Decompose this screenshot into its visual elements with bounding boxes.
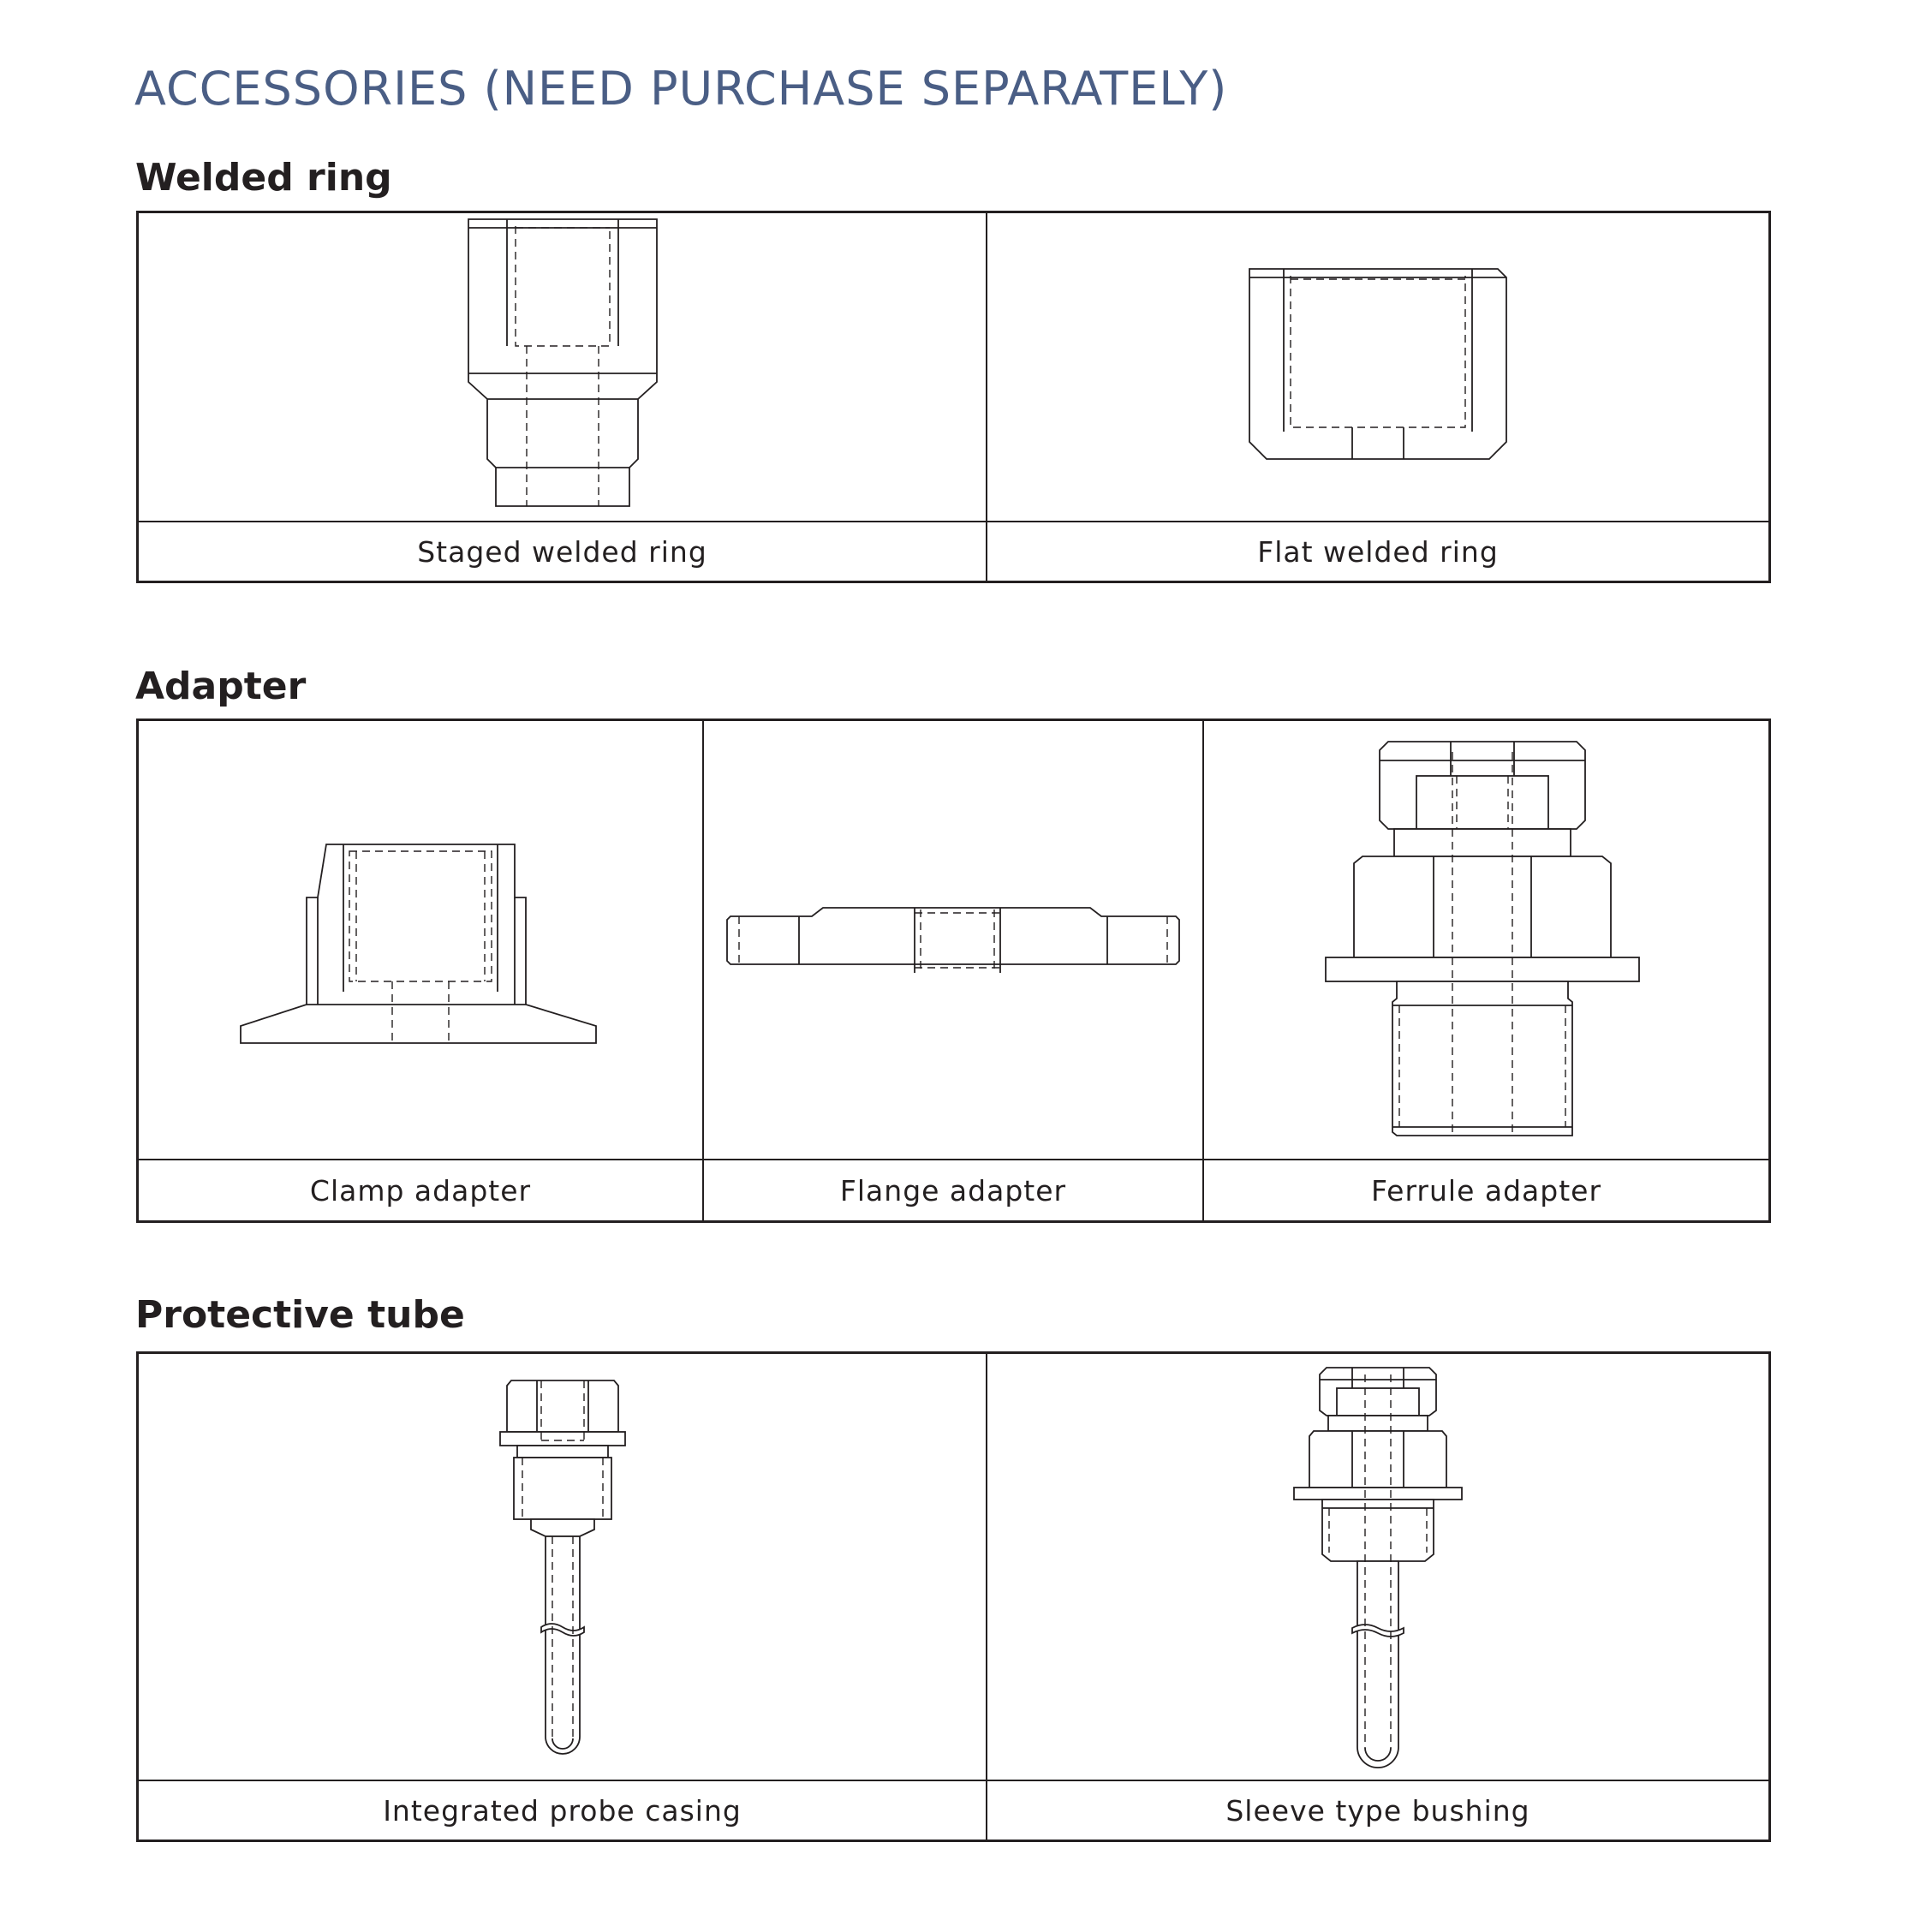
label-staged-welded-ring: Staged welded ring — [139, 522, 987, 581]
integrated-probe-casing-cell — [139, 1354, 987, 1781]
flange-adapter-cell — [704, 721, 1204, 1160]
label-integrated-probe-casing: Integrated probe casing — [139, 1781, 987, 1840]
section-heading-protective-tube: Protective tube — [135, 1293, 465, 1337]
adapter-table — [136, 719, 1771, 1223]
label-flange-adapter: Flange adapter — [704, 1160, 1204, 1220]
label-flat-welded-ring: Flat welded ring — [1257, 534, 1499, 569]
welded-ring-table — [136, 211, 1771, 583]
label-ferrule-adapter: Ferrule adapter — [1370, 1173, 1602, 1208]
ferrule-adapter-cell — [1204, 721, 1768, 1160]
sleeve-type-bushing-drawing — [1292, 1366, 1464, 1768]
section-heading-welded-ring: Welded ring — [135, 156, 392, 200]
sleeve-type-bushing-cell — [987, 1354, 1768, 1781]
section-heading-adapter: Adapter — [135, 665, 307, 708]
label-clamp-adapter: Clamp adapter — [139, 1160, 704, 1220]
staged-welded-ring-drawing — [460, 218, 665, 517]
ferrule-adapter-drawing — [1324, 735, 1649, 1146]
staged-welded-ring-cell — [139, 213, 987, 522]
page-title: ACCESSORIES (NEED PURCHASE SEPARATELY) — [134, 62, 1228, 116]
clamp-adapter-cell — [139, 721, 704, 1160]
protective-tube-table — [136, 1351, 1771, 1842]
integrated-probe-casing-drawing — [498, 1379, 627, 1756]
label-sleeve-type-bushing: Sleeve type bushing — [1225, 1793, 1530, 1828]
flat-welded-ring-cell — [987, 213, 1768, 522]
flange-adapter-drawing — [722, 906, 1184, 975]
clamp-adapter-drawing — [236, 838, 605, 1043]
flat-welded-ring-drawing — [1241, 260, 1515, 474]
